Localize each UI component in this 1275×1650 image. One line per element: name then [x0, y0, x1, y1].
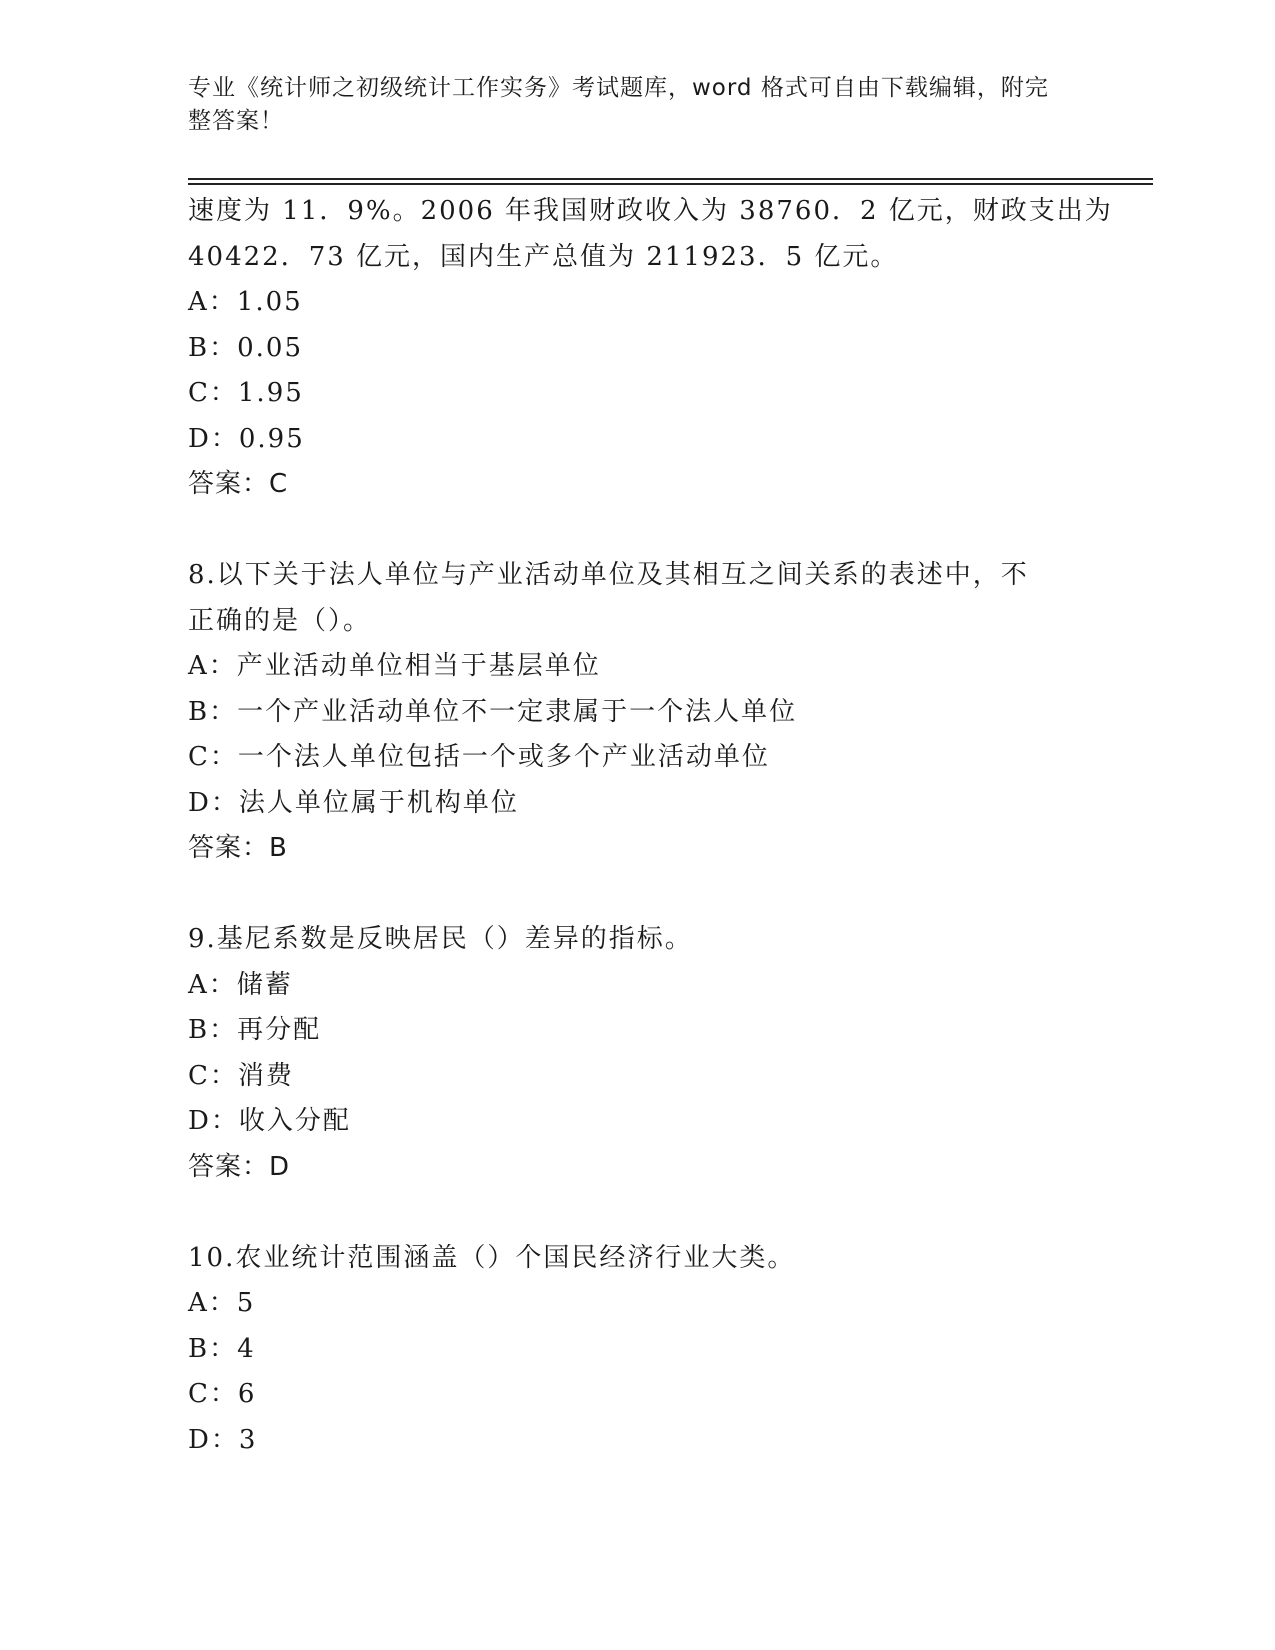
- question-text-line: 速度为 11．9%。2006 年我国财政收入为 38760．2 亿元，财政支出为: [188, 196, 1113, 226]
- answer-line: 答案：B: [188, 833, 288, 863]
- option-b: B：4: [188, 1333, 256, 1364]
- option-d: D：0.95: [188, 423, 305, 454]
- option-a: A：产业活动单位相当于基层单位: [188, 651, 601, 681]
- question-text-line: 正确的是（）。: [188, 605, 372, 636]
- question-10: [188, 1236, 1088, 1464]
- option-c: C：6: [188, 1379, 257, 1409]
- question-text-line: 8.以下关于法人单位与产业活动单位及其相互之间关系的表述中，不: [188, 560, 1029, 590]
- option-c: C：一个法人单位包括一个或多个产业活动单位: [188, 742, 770, 772]
- answer-line: 答案：D: [188, 1151, 291, 1182]
- question-text-line: 40422．73 亿元，国内生产总值为 211923．5 亿元。: [188, 241, 899, 272]
- option-d: D：收入分配: [188, 1106, 351, 1136]
- option-a: A：5: [188, 1288, 256, 1318]
- option-d: D：3: [188, 1424, 258, 1455]
- option-b: B：0.05: [188, 332, 303, 363]
- option-d: D：法人单位属于机构单位: [188, 787, 519, 818]
- question-7-continuation: [188, 189, 1113, 508]
- header-line-2: 整答案！: [188, 108, 284, 134]
- answer-line: 答案：C: [188, 469, 289, 499]
- spacer: [188, 1190, 1088, 1236]
- header-divider-top: [188, 178, 1153, 180]
- question-9: [188, 917, 1088, 1190]
- option-c: C：消费: [188, 1060, 294, 1091]
- option-a: A：储蓄: [188, 969, 293, 1000]
- spacer: [188, 508, 1088, 554]
- option-a: A：1.05: [188, 287, 303, 317]
- question-8: [188, 553, 1088, 872]
- question-content: [188, 189, 1113, 1463]
- option-b: B：一个产业活动单位不一定隶属于一个法人单位: [188, 696, 798, 727]
- header-line-1: 专业《统计师之初级统计工作实务》考试题库，word 格式可自由下载编辑，附完: [188, 75, 1049, 101]
- option-b: B：再分配: [188, 1015, 322, 1045]
- question-text-line: 10.农业统计范围涵盖（）个国民经济行业大类。: [188, 1242, 796, 1273]
- option-c: C：1.95: [188, 378, 304, 408]
- question-text-line: 9.基尼系数是反映居民（）差异的指标。: [188, 924, 693, 954]
- document-header: [188, 72, 1068, 138]
- spacer: [188, 872, 1088, 918]
- header-divider-bottom: [188, 183, 1153, 185]
